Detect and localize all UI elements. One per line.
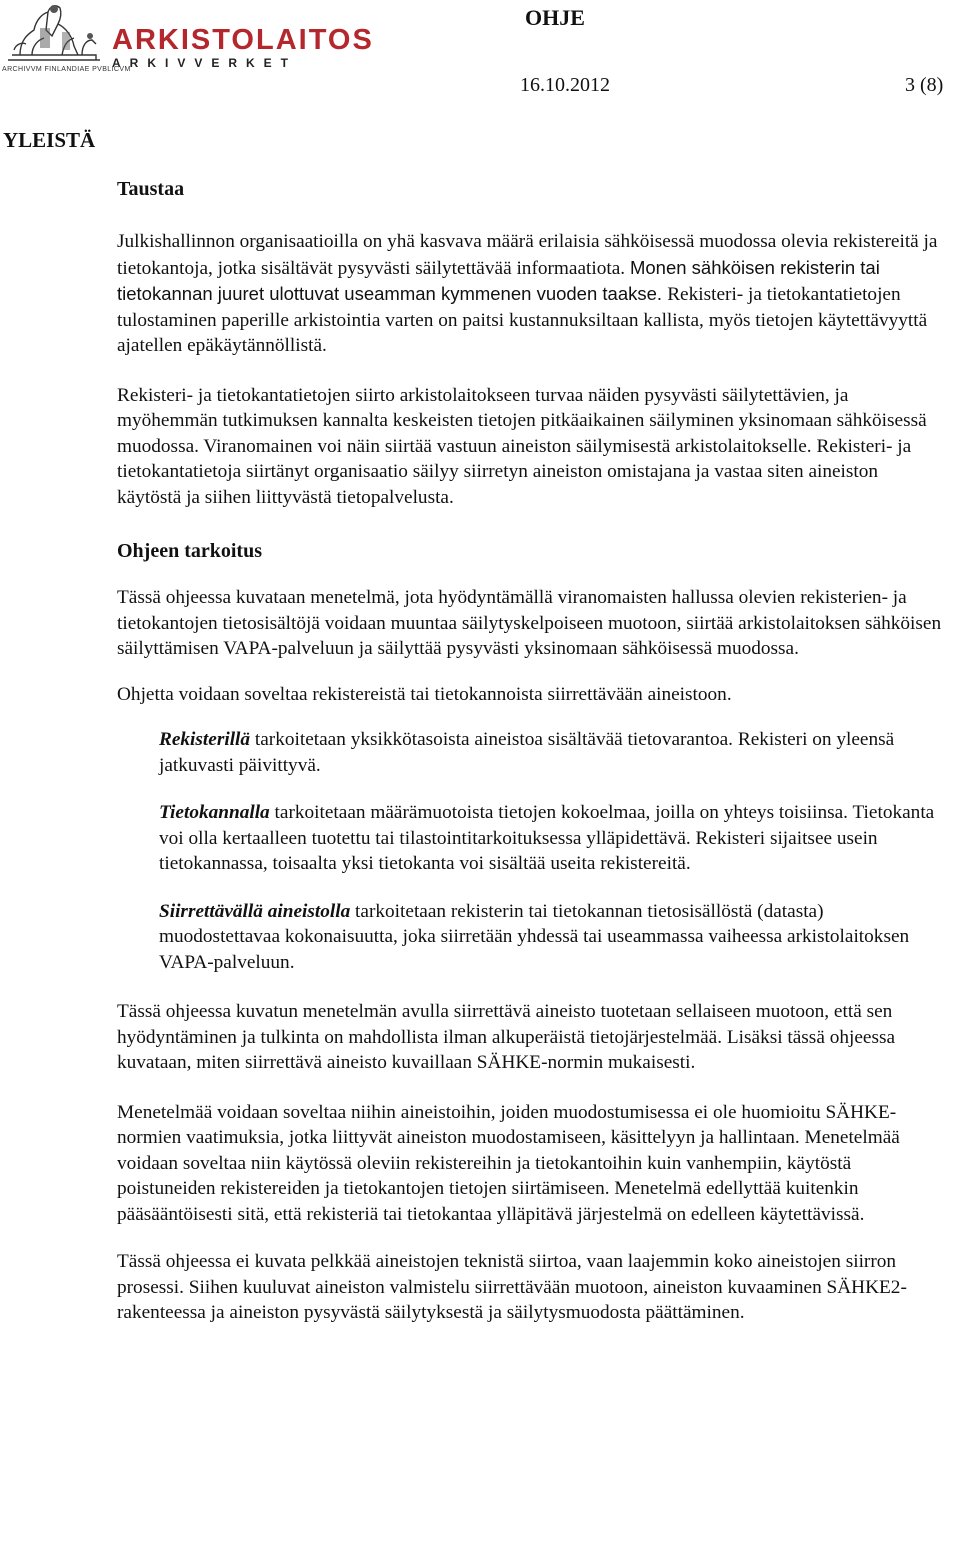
document-date: 16.10.2012: [520, 74, 610, 96]
tarkoitus-paragraph-3: Tässä ohjeessa kuvatun menetelmän avulla siirrettävä aineisto tuotetaan sellaiseen muotoon, että sen hyödyntäminen ja tulkinta on mahdollista ilman alkuperäistä tietojärjestelmää. Lisäksi tässä ohjeessa kuvataan, miten siirrettävä aineisto kuvaillaan SÄHKE-normin mukaisesti.: [117, 1001, 896, 1073]
section-heading: YLEISTÄ: [3, 128, 96, 152]
statue-emblem-icon: [2, 0, 106, 66]
definition-term: Rekisterillä: [159, 729, 251, 750]
document-type: OHJE: [525, 5, 585, 30]
tarkoitus-paragraph-1: Tässä ohjeessa kuvataan menetelmä, jota hyödyntämällä viranomaisten hallussa olevien rekisterien- ja tietokantojen tietosisältöjä voidaan muuntaa säilytyskelpoiseen muotoon, siirtää arkistolaitoksen sähköisen säilyttämisen VAPA-palveluun ja säilyttää pysyvästi yksinomaan sähköisessä muodossa.: [117, 587, 942, 659]
logo-subtitle: ARKIVVERKET: [112, 56, 298, 70]
logo-name: ARKISTOLAITOS: [112, 24, 374, 56]
definition-siirrettava-aineisto: Siirrettävällä aineistolla tarkoitetaan rekisterin tai tietokannan tietosisällöstä (datasta) muodostettavaa kokonaisuutta, joka siirretään yhdessä tai useammassa vaiheessa arkistolaitoksen VAPA-palveluun.: [159, 900, 910, 973]
definition-tietokanta: Tietokannalla tarkoitetaan määrämuotoista tietojen kokoelmaa, joilla on yhteys toisiinsa. Tietokanta voi olla kertaalleen tuotettu tai tilastointitarkoituksessa ylläpidettävä. Rekisteri sijaitsee usein tietokannassa, toisaalta yksi tietokanta voi sisältää useita rekistereitä.: [159, 802, 935, 874]
definition-term: Tietokannalla: [159, 802, 270, 823]
logo-motto: ARCHIVVM FINLANDIAE PVBLICVM: [2, 66, 131, 73]
tarkoitus-heading: Ohjeen tarkoitus: [117, 540, 262, 562]
taustaa-paragraph-2: Rekisteri- ja tietokantatietojen siirto arkistolaitokseen turvaa näiden pysyvästi säilytettävien, ja myöhemmän tutkimuksen kannalta keskeisten tietojen pitkäaikainen säilyminen yksinomaan sähköisessä muodossa. Viranomainen voi näin siirtää vastuun aineiston säilymisestä arkistolaitokselle. Rekisteri- ja tietokantatietoja siirtänyt organisaatio säilyy siirretyn aineiston omistajana ja vastaa siten aineiston käytöstä ja siihen liittyvästä tietopalvelusta.: [117, 384, 927, 508]
definition-term: Siirrettävällä aineistolla: [159, 900, 351, 922]
document-body: [117, 176, 944, 1352]
definition-rekisteri: Rekisterillä tarkoitetaan yksikkötasoista aineistoa sisältävää tietovarantoa. Rekisteri on yleensä jatkuvasti päivittyvä.: [159, 729, 895, 776]
tarkoitus-paragraph-2: Ohjetta voidaan soveltaa rekistereistä tai tietokannoista siirrettävään aineistoon.: [117, 683, 732, 705]
taustaa-p1-part1: Julkishallinnon organisaatioilla on yhä kasvava määrä erilaisia sähköisessä muodossa olevia rekistereitä ja tietokantoja, jotka sisältävät pysyvästi säilytettävää informaatiota.: [117, 231, 938, 279]
arkistolaitos-logo: [0, 0, 374, 76]
taustaa-heading: Taustaa: [117, 178, 185, 200]
tarkoitus-paragraph-5: Tässä ohjeessa ei kuvata pelkkää aineistojen teknistä siirtoa, vaan laajemmin koko aineistojen siirron prosessi. Siihen kuuluvat aineiston valmistelu siirrettävään muotoon, aineiston kuvaaminen SÄHKE2-rakenteessa ja aineiston pysyvästä säilytyksestä ja säilytysmuodosta päättäminen.: [117, 1251, 907, 1323]
taustaa-paragraph-1: [117, 229, 944, 359]
taustaa-p1-part3: Rekisteri- ja tietokantatietojen tulostaminen paperille arkistointia varten on paitsi kustannuksiltaan kallista, myös tietojen käytettävyyttä ajatellen epäkäytännöllistä.: [117, 284, 928, 356]
page-number: 3 (8): [905, 74, 944, 96]
tarkoitus-paragraph-4: Menetelmää voidaan soveltaa niihin aineistoihin, joiden muodostumisessa ei ole huomioitu SÄHKE-normien vaatimuksia, jotka liittyvät aineiston muodostamiseen, käsittelyyn ja hallintaan. Menetelmää voidaan soveltaa niin käytössä oleviin rekistereihin ja tietokantoihin kuin vanhempiin, käytöstä poistuneiden rekistereiden ja tietokantojen tietojen siirtämiseen. Menetelmä edellyttää kuitenkin pääsääntöisesti sitä, että rekisteriä tai tietokantaa ylläpitävä järjestelmä on edelleen käytettävissä.: [117, 1101, 900, 1225]
taustaa-p1-part2: Monen sähköisen rekisterin tai tietokannan juuret ulottuvat useamman kymmenen vuoden taakse.: [117, 256, 880, 304]
